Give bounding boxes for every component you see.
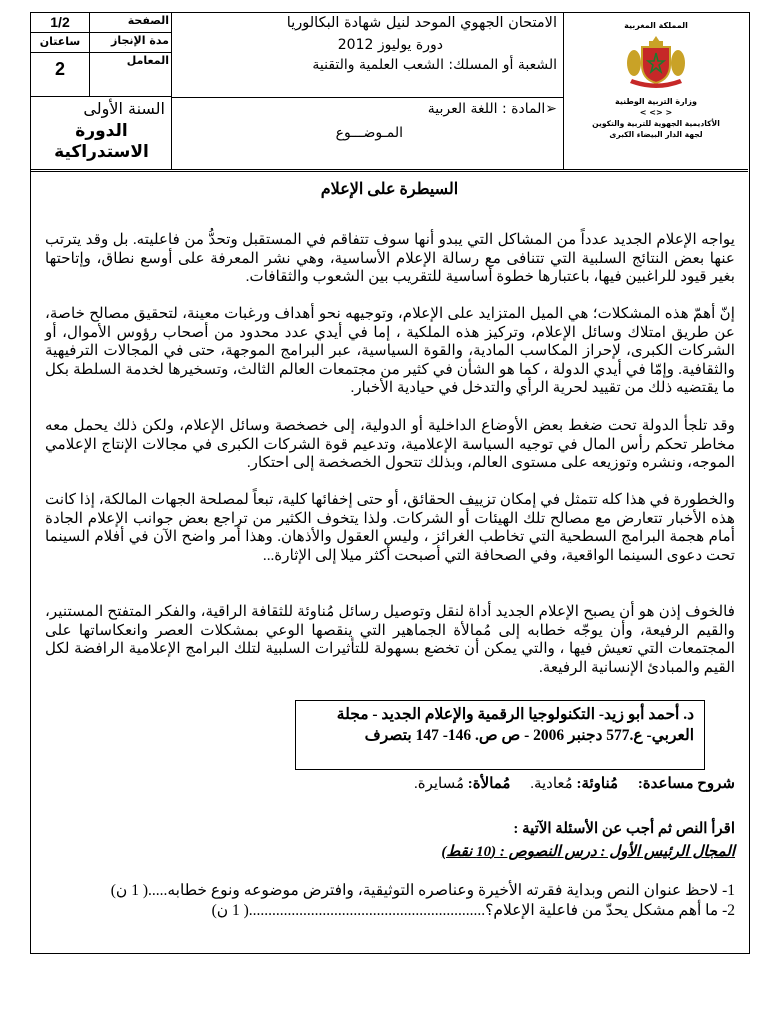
page-number: 1/2 [50, 14, 70, 30]
duration-value: ساعتان [39, 35, 81, 48]
session-label: الدورة الاستدراكية [54, 121, 149, 162]
paragraph-3: وقد تلجأ الدولة تحت ضغط بعض الأوضاع الداخلية أو الدولية، إلى خصخصة وسائل الإعلام، ولكن ذلك يحمل معه مخاطر تحكم رأس المال في توجيه السياسة الإعلامية، وتدعيم قوة الشركات الكبرى في مجالات الإنتاج الإعلامي الموجه، ونشره وتوزيعه على مستوى العالم، وبذلك تتحول الخصخصة إلى احتكار. [45, 417, 735, 472]
info-column [31, 13, 172, 169]
paragraph-4: والخطورة في هذا كله تتمثل في إمكان تزييف الحقائق، أو حتى إخفائها كلية، تبعاً لمصلحة الجهات المالكة، إذا كانت هذه الأخبار تتعارض مع مصالح تلك الهيئات أو الشركات. ولذا يتخوف الكثير من تراجع بعض جوانب الإعلام الجادة أمام هجمة البرامج السطحية التي تخاطب الغرائز ، وليس العقول والأذهان. وهذا أمر واضح الآن في أفلام السينما تحت دعوى السينما الواقعية، وفي الصحافة التي أصبحت أكثر ميلا إلى الإثارة... [45, 491, 735, 564]
page-row [31, 13, 172, 33]
duration-label: مدة الإنجاز [111, 34, 169, 47]
citation-line-1: د. أحمد أبو زيد- التكنولوجيا الرقمية والإعلام الجديد - مجلة [336, 706, 694, 723]
ministry-mark: < <> > [639, 108, 673, 117]
coefficient-row [31, 53, 172, 97]
glossary-label: شروح مساعدة: [637, 776, 735, 792]
page-label: الصفحة [127, 14, 169, 27]
duration-row [31, 33, 172, 53]
exam-page [30, 12, 750, 954]
exam-topic: المـوضـــوع [335, 125, 403, 141]
emblem-column [564, 13, 748, 169]
exam-session: دورة يوليوز 2012 [337, 37, 443, 53]
year-label: السنة الأولى [83, 99, 165, 118]
arrow-icon: ➢ [545, 101, 557, 117]
paragraph-2: إنّ أهمّ هذه المشكلات؛ هي الميل المتزايد على الإعلام، وتوجيهه نحو أهداف ورغبات معينة، لتحقيق مصالح خاصة، عن طريق امتلاك وسائل الإعلام، وتركيز هذه الملكية ، إما في أيدي عدد محدود من أصحاب رؤوس الأموال، أو الشركات الكبرى، لإحراز المكاسب المادية، والقوة السياسية، عبر البرامج الموجهة، حتى في المجالات الترفيهية والثقافية. وإمّا في أيدي الدولة ، كما هو الشأن في كثير من مجتمعات العالم الثالث، وتسخيرها لخدمة السلطة بكل ما يقتضيه ذلك من تقييد لحرية الرأي والتدخل في حيادية الأخبار. [45, 305, 735, 397]
paragraph-5: فالخوف إذن هو أن يصبح الإعلام الجديد أداة لنقل وتوصيل رسائل مُناوئة للثقافة الراقية، والفكر المتفتح المستنير، والقيم الرفيعة، وأن يوجّه خطابه إلى مُمالأة الجماهير التي ينقصها الوعي بمشكلات العصر وانعكاساتها على المجتمعات التي تعيش فيها ، والتي يمكن أن تخضع بسهولة للتأثيرات السلبية لتلك البرامج الإعلامية الرافضة لكل القيم والمبادئ الإنسانية الرفيعة. [45, 603, 735, 676]
instruction: اقرأ النص ثم أجب عن الأسئلة الآتية : [513, 821, 735, 837]
glossary [398, 774, 735, 793]
glossary-item: مُناوئة: مُعادية. [530, 776, 619, 792]
exam-column [172, 13, 564, 169]
kingdom-label: المملكة المغربية [624, 21, 688, 30]
coat-of-arms-icon [624, 35, 688, 93]
academy-line-1: الأكاديمية الجهوية للتربية والتكوين [592, 119, 720, 128]
ministry-label: وزارة التربية الوطنية [614, 97, 697, 106]
question-2: 2- ما أهم مشكل يحدّ من فاعلية الإعلام؟.............................................................( 1 ن) [211, 902, 735, 919]
exam-branch: الشعبة أو المسلك: الشعب العلمية والتقنية [312, 57, 557, 73]
paragraph-1: يواجه الإعلام الجديد عدداً من المشاكل التي يبدو أنها سوف تتفاقم في المستقبل وتحدُّ من فاعليته. بل وقد يترتب عنها بعض النتائج السلبية التي تتنافى مع رسالة الإعلام الأساسية، وهي نشر المعرفة على أوسع نطاق، وإتاحتها بغير قيود للراغبين فيها، باعتبارها خطوة أساسية للتقريب بين الشعوب والثقافات. [45, 231, 735, 286]
text-title: السيطرة على الإعلام [320, 181, 459, 198]
source-citation [295, 700, 705, 770]
exam-subject [428, 101, 557, 117]
exam-divider [172, 97, 564, 98]
coefficient-label: المعامل [126, 54, 169, 67]
question-1: 1- لاحظ عنوان النص وبداية فقرته الأخيرة وعناصره التوثيقية، وافترض موضوعه ونوع خطابه.....( 1 ن) [110, 882, 735, 899]
coefficient-value: 2 [54, 59, 65, 79]
glossary-item: مُمالأة: مُسايرة. [413, 776, 511, 792]
exam-title: الامتحان الجهوي الموحد لنيل شهادة البكالوريا [286, 15, 557, 31]
section-heading: المجال الرئيس الأول : درس النصوص : (10 نقط) [441, 844, 735, 860]
exam-header [31, 13, 748, 172]
citation-line-2: العربي- ع.577 دجنبر 2006 - ص ص. 146- 147 بتصرف [364, 727, 694, 744]
academy-line-2: لجهة الدار البيضاء الكبرى [609, 130, 703, 139]
subject-text: المادة : اللغة العربية [427, 101, 546, 117]
